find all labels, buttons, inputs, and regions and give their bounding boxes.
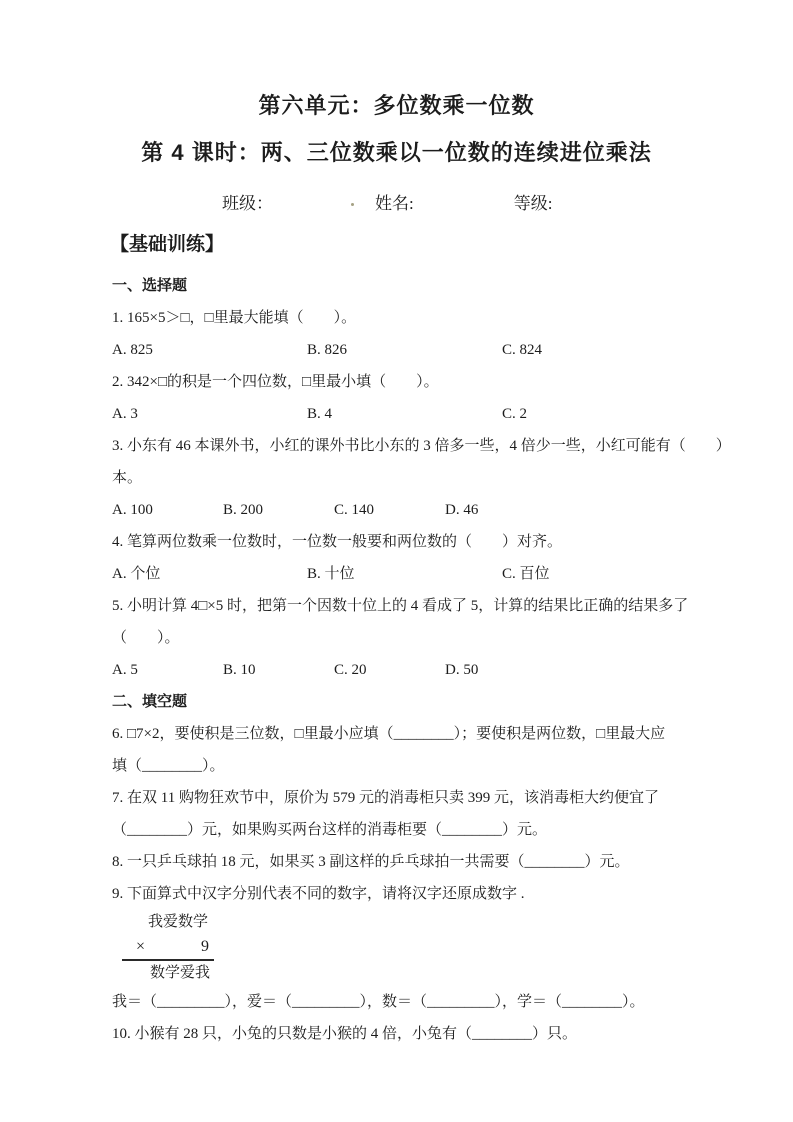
name-label: 姓名: [375,194,414,213]
stray-dot [351,203,354,206]
option-4c: C. 百位 [502,566,550,582]
option-3c: C. 140 [334,502,375,518]
question-2-options [112,398,793,430]
question-1-options [112,334,793,366]
question-5-line2: （ ）。 [112,630,180,646]
question-9-answers: 我＝（_________），爱＝（_________），数＝（_________），学＝（________）。 [112,994,645,1010]
option-3b: B. 200 [223,502,264,518]
question-2-text: 2. 342×□的积是一个四位数，□里最小填（ ）。 [112,374,439,390]
lesson-title: 第 4 课时：两、三位数乘以一位数的连续进位乘法 [141,140,652,165]
question-7-line1: 7. 在双 11 购物狂欢节中，原价为 579 元的消毒柜只卖 399 元，该消毒柜大约便宜了 [112,790,659,806]
student-info-row [0,193,793,215]
option-5b: B. 10 [223,662,256,678]
option-2c: C. 2 [502,406,528,422]
question-1-text: 1. 165×5＞□，□里最大能填（ ）。 [112,310,357,326]
question-9-text: 9. 下面算式中汉字分别代表不同的数字，请将汉字还原成数字 . [112,886,525,902]
option-1b: B. 826 [307,342,348,358]
option-2b: B. 4 [307,406,333,422]
grade-label: 等级: [513,194,553,213]
question-7-line2: （________）元，如果购买两台这样的消毒柜要（________）元。 [112,822,548,838]
question-5-line1: 5. 小明计算 4□×5 时，把第一个因数十位上的 4 看成了 5，计算的结果比正确的结果多了 [112,598,689,614]
multiplier: 9 [201,938,209,955]
question-6-line1: 6. □7×2，要使积是三位数，□里最小应填（________）；要使积是两位数，□里最大应 [112,726,666,742]
product: 数学爱我 [150,965,211,981]
option-4a: A. 个位 [112,566,161,582]
vertical-multiplication [122,910,214,986]
option-5a: A. 5 [112,662,138,678]
multiplier-row [122,935,214,961]
question-3-options [112,494,793,526]
option-2a: A. 3 [112,406,138,422]
option-1c: C. 824 [502,342,543,358]
question-3-line1: 3. 小东有 46 本课外书，小红的课外书比小东的 3 倍多一些，4 倍少一些，小红可能有（ ） [112,438,731,454]
question-4-text: 4. 笔算两位数乘一位数时，一位数一般要和两位数的（ ）对齐。 [112,534,563,550]
basic-training-heading: 【基础训练】 [110,234,225,255]
option-3a: A. 100 [112,502,153,518]
multiply-sign-icon: × [136,938,146,955]
question-5-options [112,654,793,686]
question-10-text: 10. 小猴有 28 只，小兔的只数是小猴的 4 倍，小兔有（________）只。 [112,1026,578,1042]
question-4-options [112,558,793,590]
option-5d: D. 50 [445,662,479,678]
section-fill-heading: 二、填空题 [112,693,188,710]
multiplicand: 我爱数学 [148,914,209,930]
option-1a: A. 825 [112,342,153,358]
option-4b: B. 十位 [307,566,355,582]
option-3d: D. 46 [445,502,479,518]
unit-title: 第六单元：多位数乘一位数 [258,93,535,118]
question-6-line2: 填（________）。 [112,758,225,774]
question-8-text: 8. 一只乒乓球拍 18 元，如果买 3 副这样的乒乓球拍一共需要（________）元。 [112,854,630,870]
question-3-line2: 本。 [112,470,143,486]
section-choice-heading: 一、选择题 [112,277,188,294]
option-5c: C. 20 [334,662,367,678]
class-label: 班级： [222,194,273,213]
